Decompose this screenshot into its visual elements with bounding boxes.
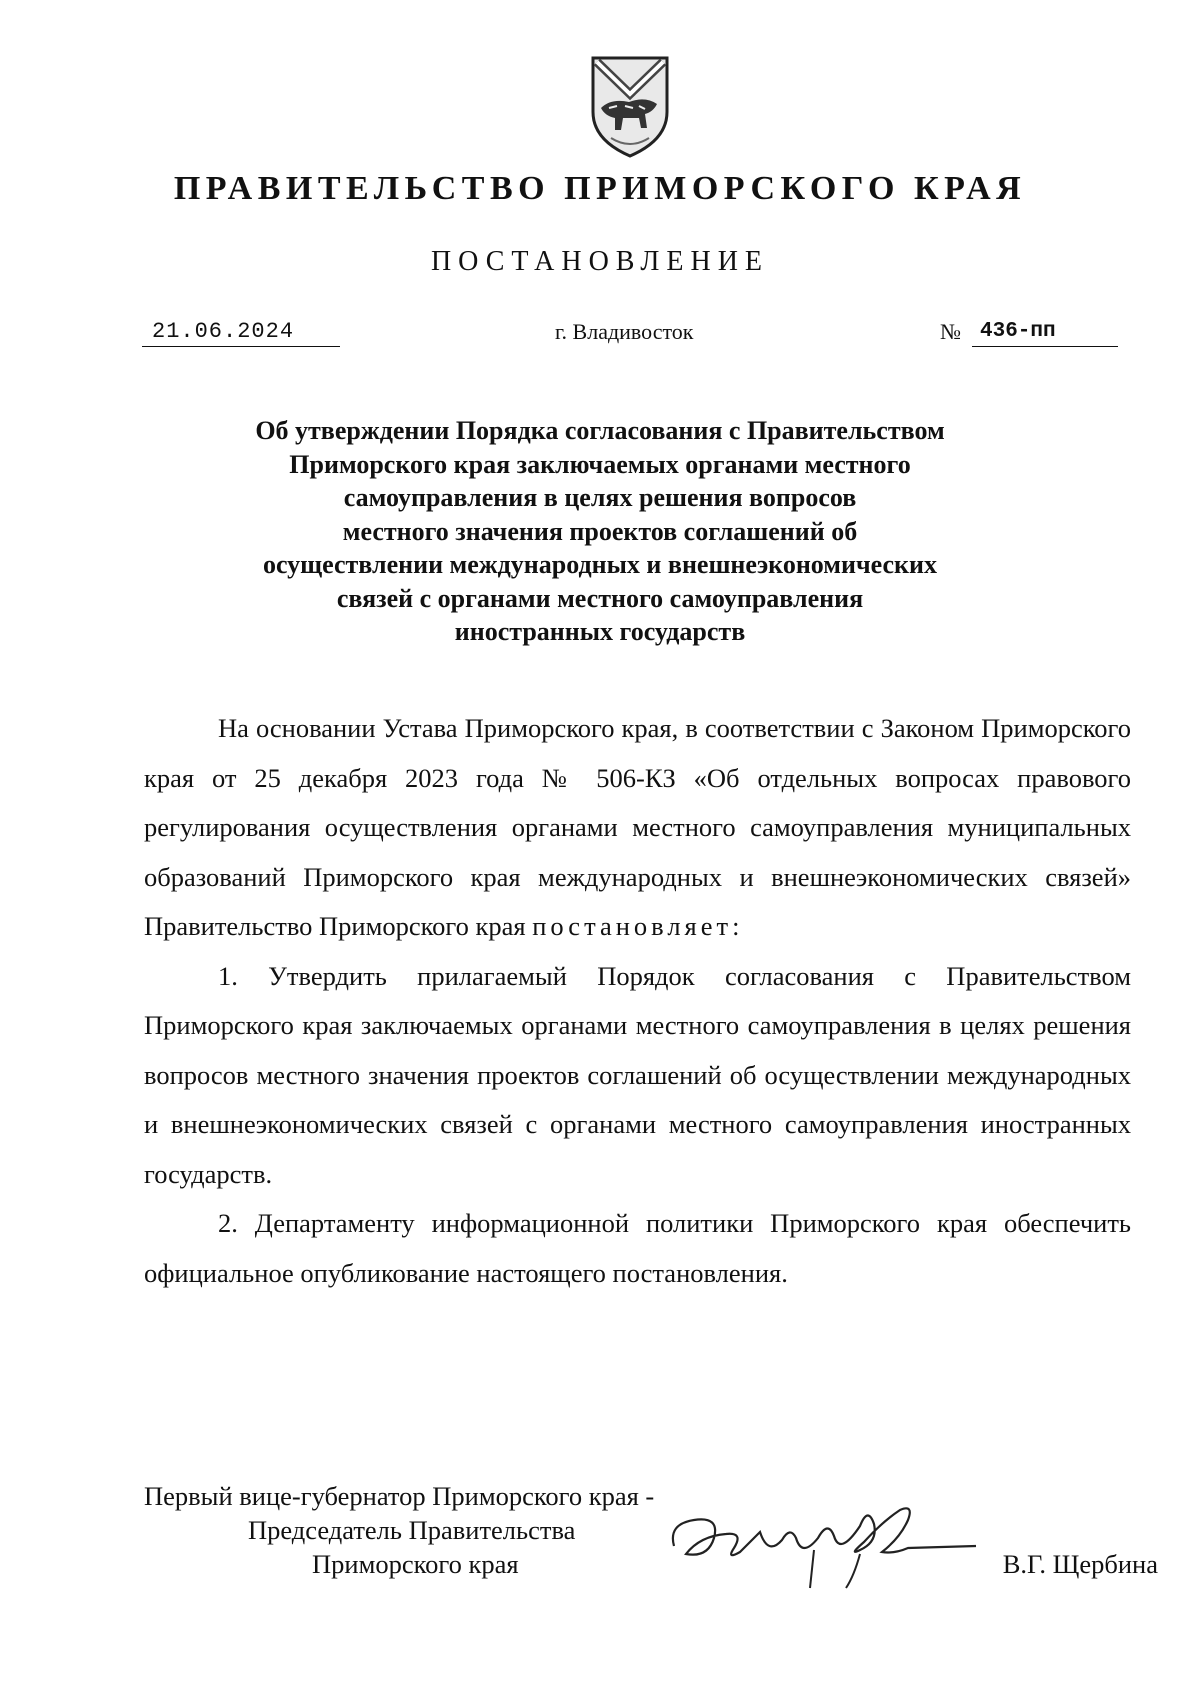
heading-line: самоуправления в целях решения вопросов (343, 483, 857, 512)
document-city: г. Владивосток (555, 319, 694, 344)
heading-line: местного значения проектов соглашений об (342, 516, 858, 546)
document-body (144, 704, 1131, 1298)
handwritten-signature-icon (664, 1476, 984, 1596)
heading-line: Приморского края заключаемых органами местного (289, 449, 911, 479)
signer-position-line: Приморского края (312, 1549, 519, 1579)
signer-position-line: Председатель Правительства (248, 1515, 576, 1545)
signer-name: В.Г. Щербина (1002, 1549, 1158, 1579)
signature-block (144, 1480, 1158, 1600)
preamble-paragraph (144, 704, 1131, 952)
heading-line: осуществлении международных и внешнеэкономических (262, 550, 938, 579)
item-2: 2. Департаменту информационной политики Приморского края обеспечить официальное опубликование настоящего постановления. (144, 1208, 1131, 1288)
heading-line: Об утверждении Порядка согласования с Правительством (255, 416, 945, 445)
document-date: 21.06.2024 (142, 318, 340, 347)
government-title: ПРАВИТЕЛЬСТВО ПРИМОРСКОГО КРАЯ (173, 170, 1027, 207)
number-sign: № (940, 319, 961, 344)
signer-position-line: Первый вице-губернатор Приморского края - (144, 1481, 655, 1511)
heading-line: связей с органами местного самоуправления (336, 583, 864, 613)
coat-of-arms-icon (587, 54, 673, 160)
document-type: ПОСТАНОВЛЕНИЕ (430, 246, 770, 277)
preamble-text: На основании Устава Приморского края, в соответствии с Законом Приморского края от 25 декабря 2023 года № 506-КЗ «Об отдельных вопросах правового регулирования осуществления органами местного самоуправления муниципальных образований Приморского края международных и внешнеэкономических связей» Правительство Приморского края (144, 713, 1131, 941)
heading-line: иностранных государств (454, 617, 746, 646)
document-number: 436-пп (972, 318, 1118, 347)
decree-word: постановляет: (532, 911, 744, 941)
item-1: 1. Утвердить прилагаемый Порядок согласования с Правительством Приморского края заключаемых органами местного самоуправления в целях решения вопросов местного значения проектов соглашений об осуществлении международных и внешнеэкономических связей с органами местного самоуправления иностранных государств. (144, 960, 1131, 1189)
document-meta (0, 318, 1200, 358)
document-heading (150, 414, 1050, 649)
